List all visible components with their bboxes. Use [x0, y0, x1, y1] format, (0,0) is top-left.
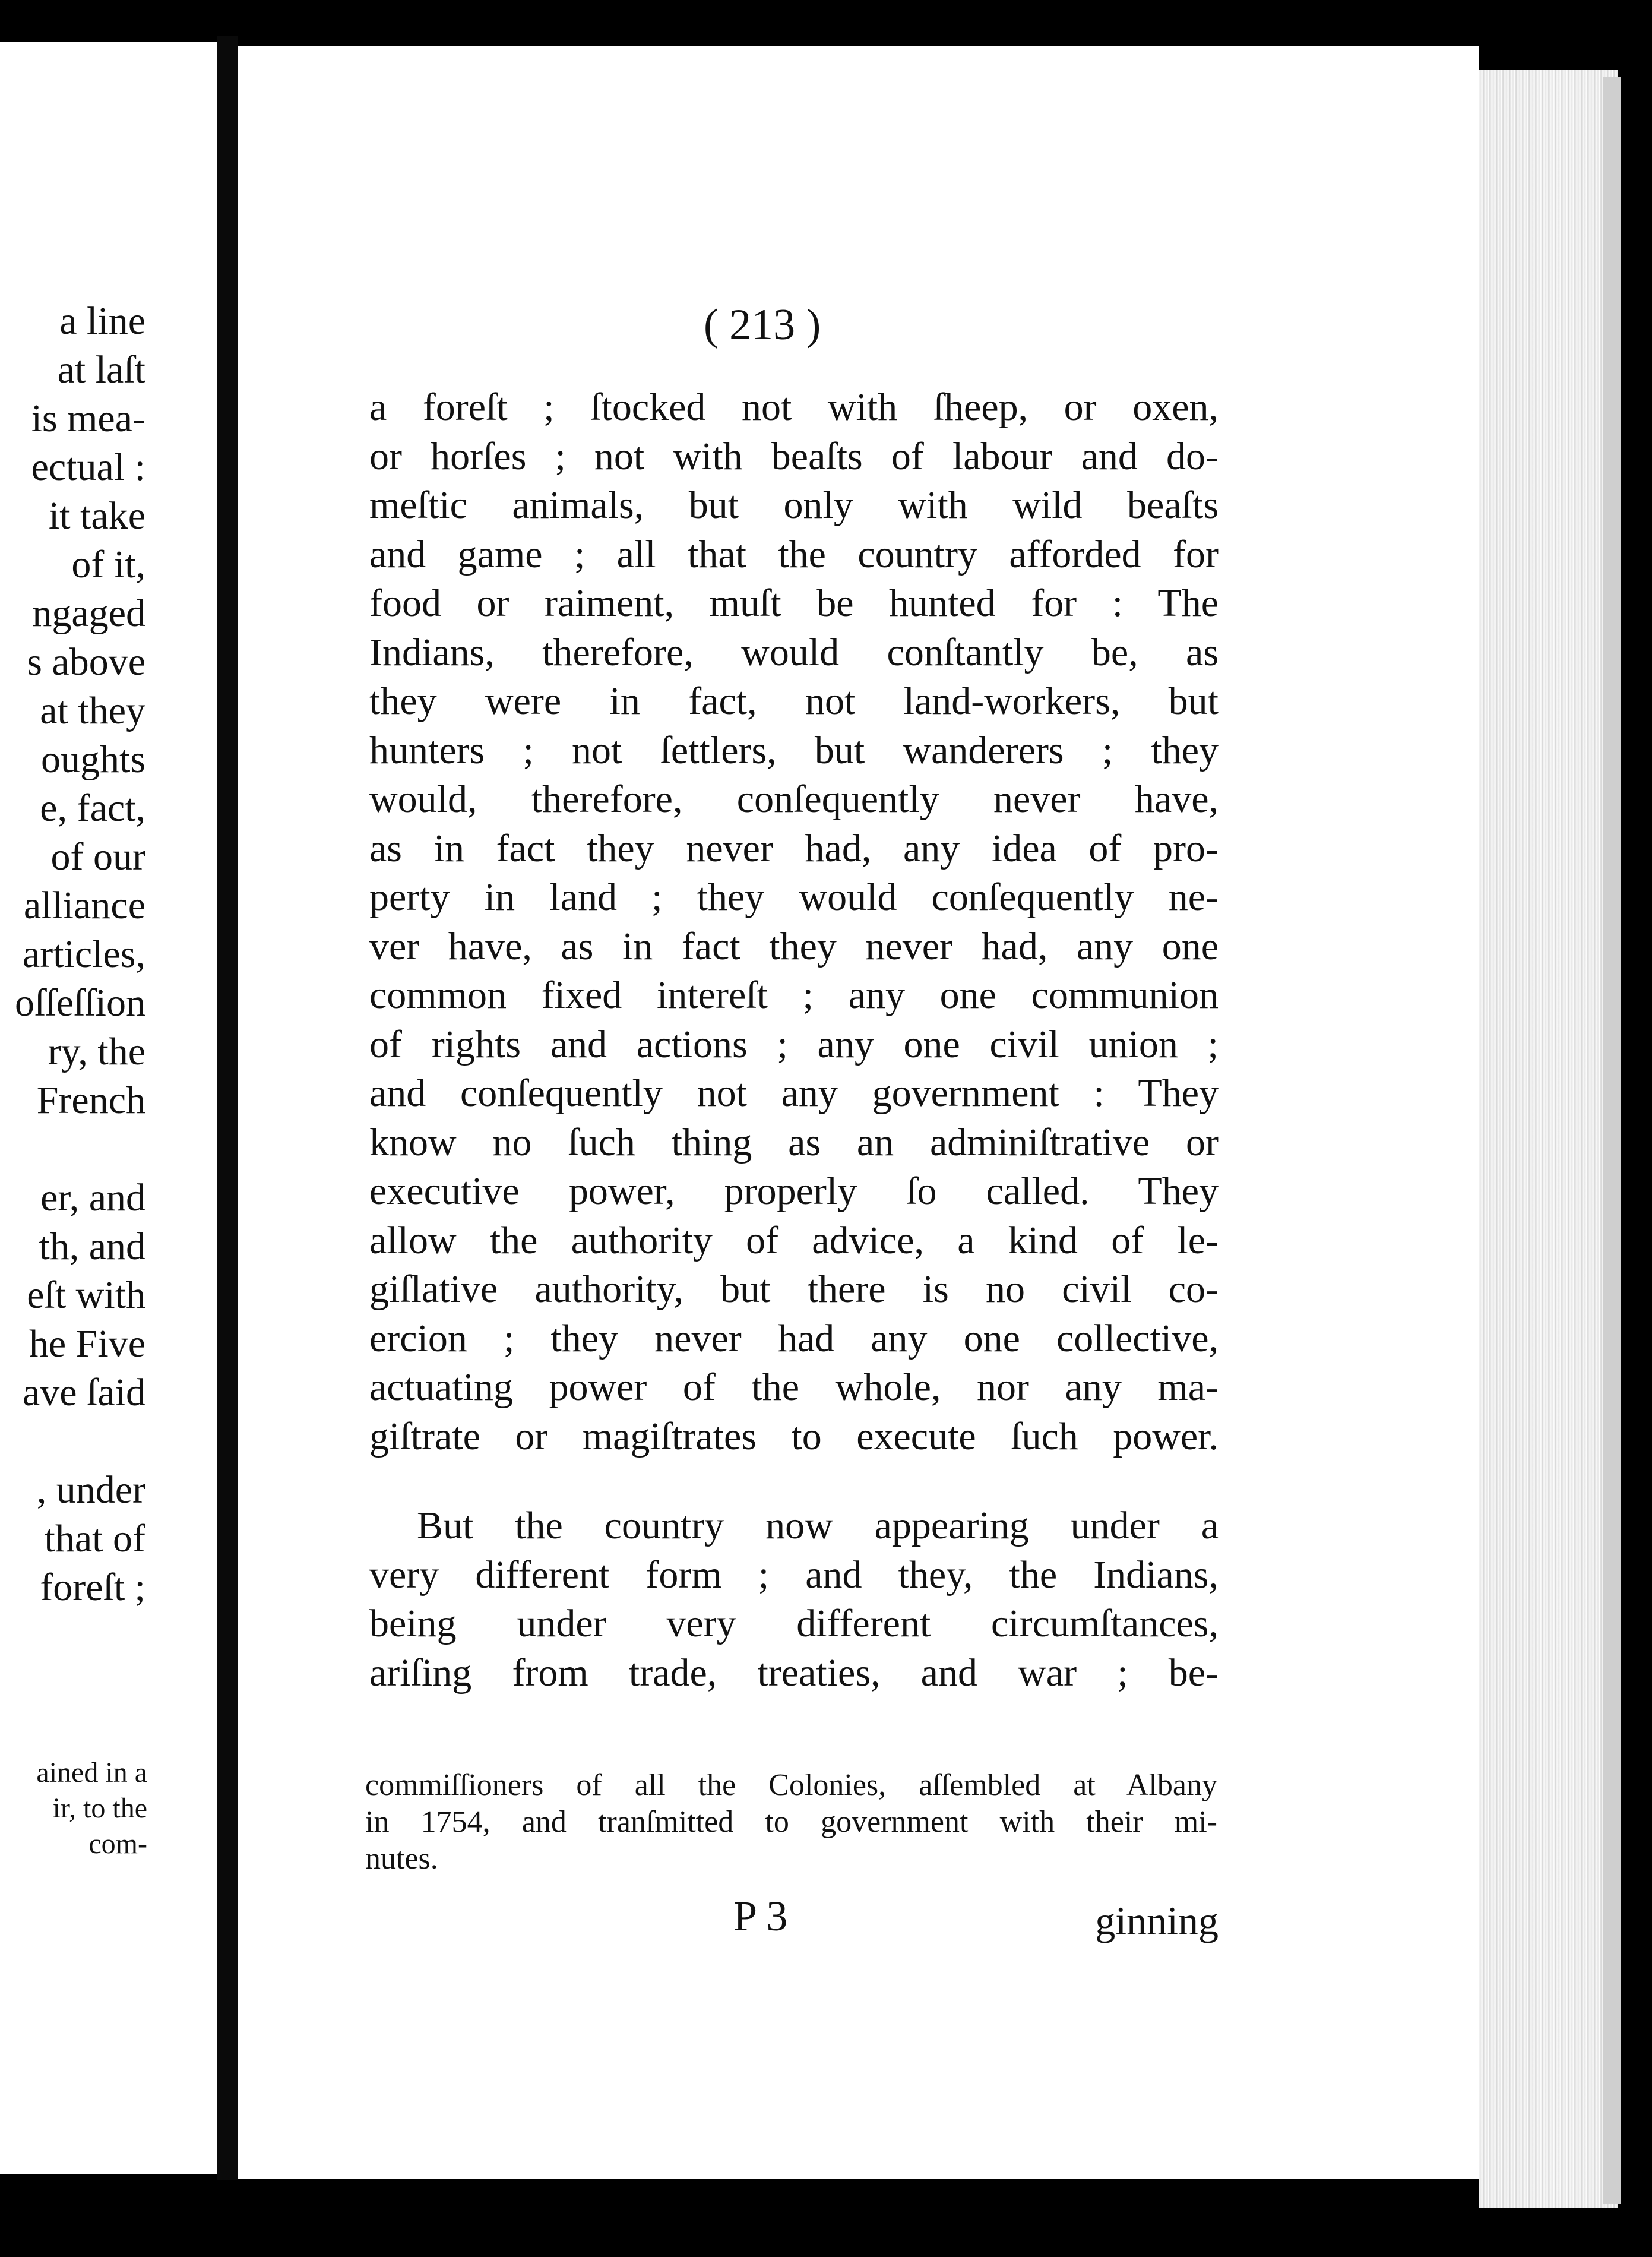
text-line: giſtrate or magiſtrates to execute ſuch power. — [369, 1414, 1219, 1458]
left-footnote-line: ained in a — [36, 1757, 147, 1788]
text-line: actuating power of the whole, nor any ma- — [369, 1365, 1219, 1409]
left-footnote-line: ir, to the — [52, 1793, 147, 1824]
left-line: at laſt — [57, 348, 145, 391]
left-line: French — [36, 1079, 145, 1122]
left-line: it take — [48, 494, 145, 538]
left-line: that of — [44, 1517, 145, 1560]
signature-mark: P 3 — [733, 1892, 788, 1940]
left-line: oſſeſſion — [15, 981, 145, 1025]
left-line: er, and — [40, 1176, 145, 1219]
text-line: But the country now appearing under a — [417, 1504, 1219, 1547]
left-line: ry, the — [48, 1030, 145, 1073]
book-gutter — [217, 36, 238, 2180]
page-number: ( 213 ) — [704, 301, 821, 349]
paragraph-2 — [369, 1501, 1219, 1698]
left-line: s above — [27, 640, 145, 684]
footnote-line: nutes. — [365, 1842, 438, 1876]
left-line: th, and — [39, 1225, 145, 1268]
left-line: foreſt ; — [40, 1566, 145, 1609]
footnote-line: commiſſioners of all the Colonies, aſſembled at Albany — [365, 1768, 1217, 1802]
left-line: of our — [50, 835, 145, 878]
text-line: common fixed intereſt ; any one communion — [369, 973, 1219, 1017]
left-line — [0, 1417, 145, 1466]
left-line: eſt with — [27, 1273, 145, 1317]
text-line: or horſes ; not with beaſts of labour and do- — [369, 434, 1219, 478]
text-line: executive power, properly ſo called. They — [369, 1169, 1219, 1213]
paragraph-1 — [369, 383, 1219, 1461]
footnote-line: in 1754, and tranſmitted to government with their mi- — [365, 1805, 1217, 1839]
text-line: know no ſuch thing as an adminiſtrative or — [369, 1120, 1219, 1164]
text-line: would, therefore, conſequently never have, — [369, 777, 1219, 821]
left-line: he Five — [29, 1322, 145, 1365]
text-line: ercion ; they never had any one collective, — [369, 1316, 1219, 1360]
left-line: alliance — [23, 884, 145, 927]
left-line: of it, — [71, 543, 145, 586]
left-page-text — [0, 297, 145, 1612]
text-line: of rights and actions ; any one civil union ; — [369, 1022, 1219, 1066]
text-line: they were in fact, not land-workers, but — [369, 679, 1219, 723]
left-line: , under — [36, 1468, 145, 1512]
text-line: giſlative authority, but there is no civil co- — [369, 1267, 1219, 1311]
catchword: ginning — [1095, 1898, 1219, 1943]
text-line: and game ; all that the country afforded for — [369, 532, 1219, 576]
text-line: ver have, as in fact they never had, any one — [369, 924, 1219, 968]
page-edges — [1479, 70, 1618, 2208]
text-line: hunters ; not ſettlers, but wanderers ; they — [369, 728, 1219, 772]
left-footnote-line: com- — [88, 1828, 147, 1860]
left-line: e, fact, — [40, 786, 145, 830]
left-line: a line — [59, 299, 145, 343]
left-line: ave ſaid — [22, 1371, 145, 1414]
text-line: a foreſt ; ſtocked not with ſheep, or oxen, — [369, 385, 1219, 429]
left-line: at they — [40, 689, 145, 732]
text-line: being under very different circumſtances, — [369, 1602, 1219, 1645]
left-line: oughts — [40, 738, 145, 781]
left-line — [0, 1125, 145, 1174]
page-edge-shadow — [1603, 77, 1621, 2204]
text-line: meſtic animals, but only with wild beaſts — [369, 483, 1219, 527]
text-line: and conſequently not any government : They — [369, 1071, 1219, 1115]
text-line: Indians, therefore, would conſtantly be, as — [369, 630, 1219, 674]
text-line: perty in land ; they would conſequently ne- — [369, 875, 1219, 919]
text-line: allow the authority of advice, a kind of le- — [369, 1218, 1219, 1262]
text-line: very different form ; and they, the Indians, — [369, 1553, 1219, 1597]
left-line: articles, — [22, 932, 145, 976]
text-line: ariſing from trade, treaties, and war ; be- — [369, 1651, 1219, 1695]
footnote — [365, 1767, 1217, 1877]
left-footnote — [0, 1755, 147, 1862]
text-line: as in fact they never had, any idea of pro- — [369, 826, 1219, 870]
left-line: ectual : — [31, 445, 145, 489]
left-line: ngaged — [32, 592, 145, 635]
left-line: is mea- — [31, 397, 145, 440]
text-line: food or raiment, muſt be hunted for : The — [369, 581, 1219, 625]
